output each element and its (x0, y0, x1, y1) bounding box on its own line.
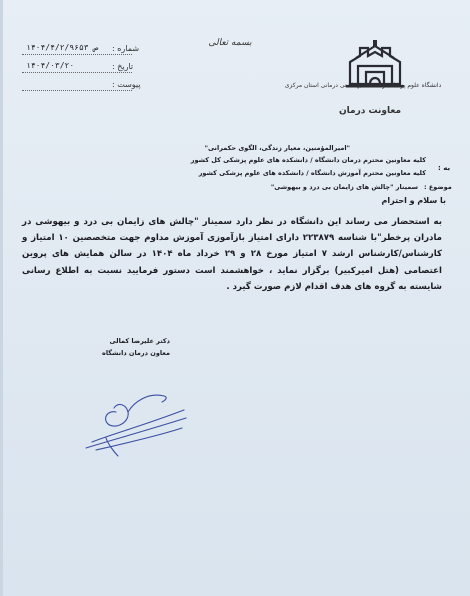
university-name: دانشگاه علوم پزشکی و خدمات بهداشتی درمانی استان مرکزی (284, 82, 442, 89)
date-value: ۱۴۰۴/۰۳/۲۰ (26, 61, 75, 70)
recipient-line-2: کلیه معاونین محترم آموزش دانشگاه / دانشکده های علوم پزشکی کشور (198, 169, 426, 177)
date-label: تاریخ : (112, 62, 134, 71)
number-underline (22, 54, 132, 55)
bismillah-heading: بسمه تعالی (208, 38, 252, 48)
body-paragraph: به استحضار می رساند این دانشگاه در نظر دارد سمینار "چالش های زایمان بی درد و بیهوشی در مادران پرخطر"با شناسه ۲۲۳۸۷۹ دارای امتیاز بازآموزی آموزش مداوم جهت متخصصین ۱۰ امتیاز و کارشناس/کارشناس ارشد ۷ امتیاز مورخ ۲۸ و ۲۹ خرداد ماه ۱۴۰۴ در سالن همایش های پروین اعتصامی (هتل امیرکبیر) برگزار نماید ، خواهشمند است دستور فرمایید نسبت به اطلاع رسانی شایسته به گروه های هدف اقدام لازم صورت گیرد . (22, 217, 442, 292)
department-name: معاونت درمان (338, 106, 402, 116)
handwritten-signature (72, 372, 192, 462)
attachment-underline (22, 90, 132, 91)
scan-edge (0, 0, 3, 596)
greeting: با سلام و احترام (381, 196, 446, 205)
motto-line: "امیرالمؤمنین، معیار زندگی، الگوی حکمرانی" (204, 144, 350, 152)
subject-label: موضوع : (424, 183, 452, 191)
number-value: ۱۴۰۴/۴/۲/ص ۹۶۵۳ (26, 43, 99, 52)
attachment-label: پیوست : (112, 80, 141, 89)
signer-name: دکتر علیرضا کمالی (109, 337, 170, 345)
recipient-line-1: کلیه معاونین محترم درمان دانشگاه / دانشکده های علوم پزشکی کل کشور (190, 156, 426, 164)
number-label: شماره : (112, 44, 140, 53)
date-underline (22, 72, 132, 73)
signer-title: معاون درمان دانشگاه (101, 349, 170, 357)
subject-text: سمینار "چالش های زایمان بی درد و بیهوشی" (270, 183, 418, 191)
to-label: به : (438, 164, 451, 172)
